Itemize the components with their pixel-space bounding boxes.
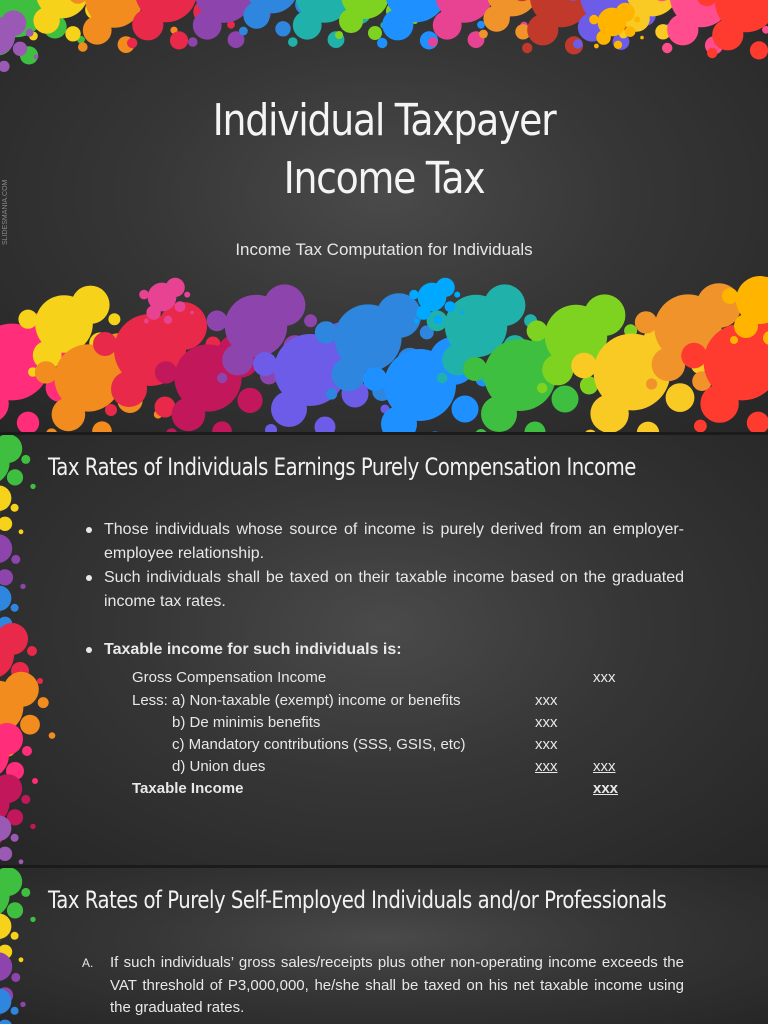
row-label: d) Union dues	[172, 758, 266, 775]
computation-row	[0, 736, 768, 758]
row-label: Gross Compensation Income	[132, 669, 327, 686]
row-amount: xxx	[593, 780, 619, 797]
title-slide	[0, 0, 768, 432]
watermark: SLIDESMANIA.COM	[2, 179, 9, 245]
row-label: c) Mandatory contributions (SSS, GSIS, etc)	[172, 736, 466, 753]
bullet-list	[84, 518, 684, 662]
row-label: b) De minimis benefits	[172, 714, 321, 731]
row-label: Taxable Income	[132, 780, 244, 797]
slide-title: Tax Rates of Purely Self-Employed Individuals and/or Professionals	[48, 886, 667, 914]
row-amount: xxx	[593, 758, 616, 775]
row-subamount: xxx	[535, 692, 558, 709]
computation-row	[0, 714, 768, 736]
computation-row	[0, 669, 768, 691]
bullet-item: Those individuals whose source of income is purely derived from an employer-employee relationship.	[84, 518, 684, 566]
compensation-income-slide	[0, 435, 768, 865]
bullet-item: Such individuals shall be taxed on their taxable income based on the graduated income tax rates.	[84, 566, 684, 614]
row-subamount: xxx	[535, 714, 558, 731]
computation-row-total	[0, 780, 768, 802]
bullet-item: Taxable income for such individuals is:	[84, 638, 684, 662]
item-text: If such individuals’ gross sales/receipts plus other non-operating income exceeds the VAT threshold of P3,000,000, he/she shall be taxed on his net taxable income using the graduated rates.	[110, 954, 684, 1016]
paint-splatter-decoration	[0, 0, 768, 432]
row-label: Less: a) Non-taxable (exempt) income or benefits	[132, 692, 461, 709]
computation-row	[0, 758, 768, 780]
title-line-2: Income Tax	[283, 153, 485, 204]
row-amount: xxx	[593, 669, 616, 686]
lettered-list	[82, 952, 684, 1020]
slide-title: Tax Rates of Individuals Earnings Purely Compensation Income	[48, 453, 636, 481]
slide-subtitle: Income Tax Computation for Individuals	[235, 240, 533, 259]
list-item	[82, 952, 684, 1020]
row-subamount: xxx	[535, 736, 558, 753]
item-marker: A.	[82, 956, 94, 970]
computation-row	[0, 692, 768, 714]
row-subamount: xxx	[535, 758, 558, 775]
title-line-1: Individual Taxpayer	[212, 95, 556, 146]
slide-title	[54, 92, 714, 208]
self-employed-slide	[0, 868, 768, 1024]
